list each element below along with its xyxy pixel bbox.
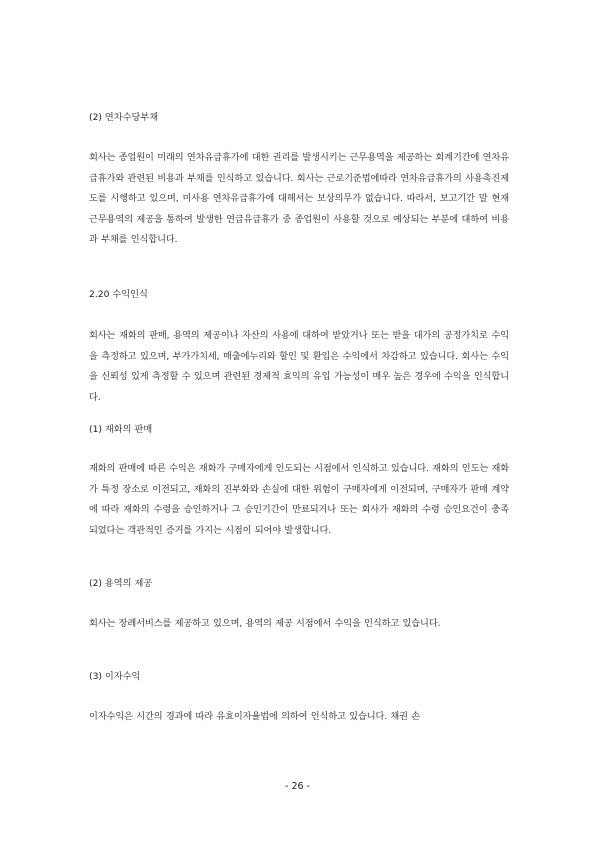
section-heading-revenue-recognition: 2.20 수익인식 [89,289,148,300]
section-paragraph-revenue-recognition: 회사는 재화의 판매, 용역의 제공이나 자산의 사용에 대하여 받았거나 또는 받을 대가의 공정가치로 수익을 측정하고 있으며, 부가가치세, 매출에누리와 할인 및 환입은 수익에서 차감하고 있습니다. 회사는 수익을 신뢰성 있게 측정할 수 있으며 관련된 경제적 효익의 유입 가능성이 매우 높은 경우에 수익을 인식합니다. [89,330,509,403]
section-paragraph-sale-of-goods: 재화의 판매에 따른 수익은 재화가 구매자에게 인도되는 시점에서 인식하고 있습니다. 재화의 인도는 재화가 특정 장소로 이전되고, 재화의 진부화와 손실에 대한 위험이 구매자에게 이전되며, 구매자가 판매 계약에 따라 재화의 수령을 승인하거나 그 승인기간이 만료되거나 또는 회사가 재화의 수령 승인요건이 충족되었다는 객관적인 증거를 가지는 시점이 되어야 발생합니다. [89,463,509,536]
page-number: - 26 - [285,781,310,792]
section-paragraph-services: 회사는 장례서비스를 제공하고 있으며, 용역의 제공 시점에서 수익을 인식하고 있습니다. [89,618,441,629]
section-paragraph-interest-income: 이자수익은 시간의 경과에 따라 유효이자율법에 의하여 인식하고 있습니다. 채권 손 [89,711,421,722]
section-heading-sale-of-goods: (1) 재화의 판매 [89,424,153,435]
section-heading-accrued-leave: (2) 연차수당부채 [89,112,159,123]
section-heading-interest-income: (3) 이자수익 [89,671,141,682]
section-paragraph-accrued-leave: 회사는 종업원이 미래의 연차유급휴가에 대한 권리를 발생시키는 근무용역을 제공하는 회계기간에 연차유급휴가와 관련된 비용과 부채를 인식하고 있습니다. 회사는 근로기준법에따라 연차유급휴가의 사용촉진제도를 시행하고 있으며, 미사용 연차유급휴가에 대해서는 보상의무가 없습니다. 따라서, 보고기간 말 현재 근무용역의 제공을 통하여 발생한 연급유급휴가 중 종업원이 사용할 것으로 예상되는 부분에 대하여 비용과 부채를 인식합니다. [89,152,509,245]
section-heading-services: (2) 용역의 제공 [89,578,153,589]
